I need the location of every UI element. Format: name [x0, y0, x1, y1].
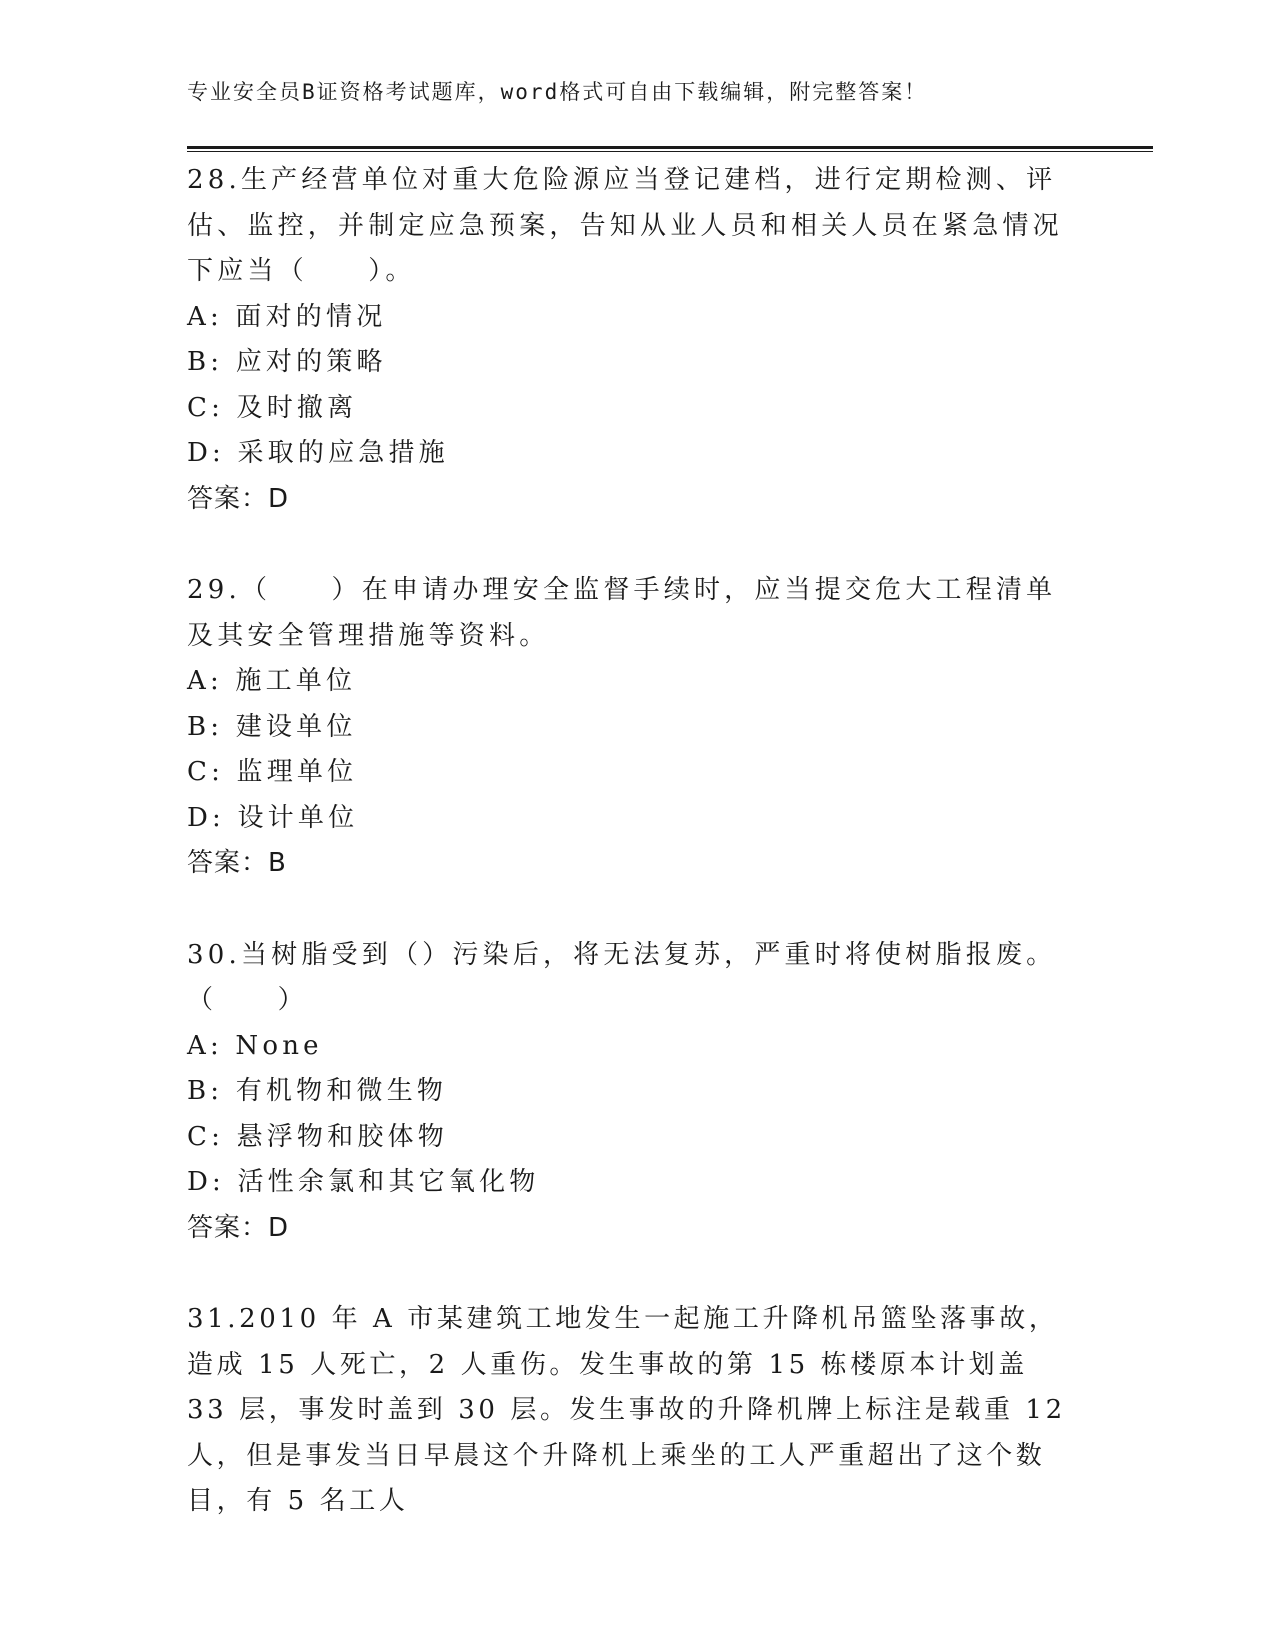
option-d: D: 活性余氯和其它氧化物: [187, 1167, 540, 1197]
page-header: 专业安全员B证资格考试题库，word格式可自由下载编辑，附完整答案！: [187, 80, 928, 104]
option-b: B: 有机物和微生物: [187, 1076, 448, 1106]
header-rule-thick: [187, 146, 1153, 149]
question-stem: 28.生产经营单位对重大危险源应当登记建档，进行定期检测、评估、监控，并制定应急预案，告知从业人员和相关人员在紧急情况下应当（ ）。: [187, 165, 1063, 286]
option-b: B: 建设单位: [187, 711, 357, 742]
option-a: A: 施工单位: [187, 666, 357, 696]
option-a: A: None: [187, 1030, 323, 1061]
answer: 答案：D: [187, 1212, 290, 1243]
header-rule-thin: [187, 151, 1153, 152]
option-c: C: 及时撤离: [187, 392, 358, 423]
option-a: A: 面对的情况: [187, 301, 387, 332]
question-31: [187, 1297, 1067, 1525]
option-d: D: 设计单位: [187, 802, 359, 833]
question-28: [187, 158, 1067, 522]
question-30: [187, 933, 1067, 1252]
question-stem: 31.2010 年 A 市某建筑工地发生一起施工升降机吊篮坠落事故，造成 15 人死亡，2 人重伤。发生事故的第 15 栋楼原本计划盖 33 层，事发时盖到 30 层。发生事故的升降机牌上标注是载重 12 人，但是事发当日早晨这个升降机上乘坐的工人严重超出了这个数目，有 5 名工人: [187, 1304, 1066, 1516]
option-c: C: 监理单位: [187, 757, 358, 787]
option-d: D: 采取的应急措施: [187, 438, 449, 468]
question-stem: 29.（ ）在申请办理安全监督手续时，应当提交危大工程清单及其安全管理措施等资料。: [187, 575, 1057, 651]
answer: 答案：B: [187, 848, 287, 878]
question-stem: 30.当树脂受到（）污染后，将无法复苏，严重时将使树脂报废。（ ）: [187, 939, 1057, 1015]
option-c: C: 悬浮物和胶体物: [187, 1121, 448, 1152]
option-b: B: 应对的策略: [187, 347, 387, 377]
question-29: [187, 568, 1067, 887]
question-list: [187, 158, 1067, 1571]
answer: 答案：D: [187, 483, 290, 514]
